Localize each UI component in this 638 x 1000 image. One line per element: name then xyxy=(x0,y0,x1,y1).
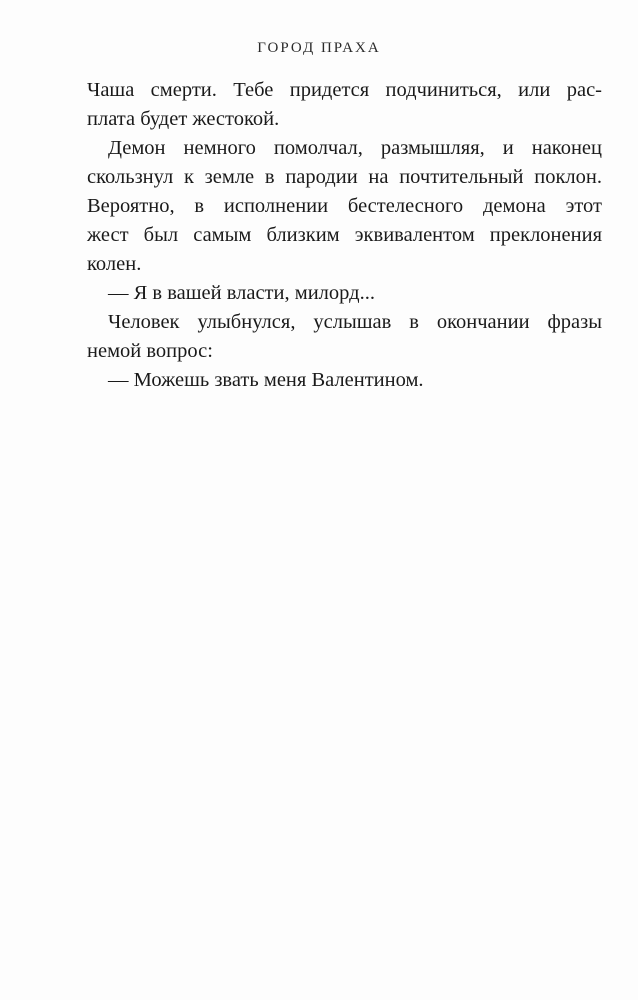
text-line: — Можешь звать меня Валентином. xyxy=(108,369,424,391)
text-line: — Я в вашей власти, милорд... xyxy=(108,282,375,304)
body-text xyxy=(87,76,602,395)
paragraph-5 xyxy=(87,366,602,395)
running-head: ГОРОД ПРАХА xyxy=(257,40,381,56)
text-line: колен. xyxy=(87,253,142,275)
text-line: немой вопрос: xyxy=(87,340,213,362)
paragraph-1 xyxy=(87,76,602,134)
paragraph-3 xyxy=(87,279,602,308)
text-line: Демон немного помолчал, размышляя, и наконец xyxy=(108,137,602,159)
paragraph-4 xyxy=(87,308,602,366)
text-line: Человек улыбнулся, услышав в окончании фразы xyxy=(108,311,602,333)
text-line: жест был самым близким эквивалентом преклонения xyxy=(87,224,602,246)
paragraph-2 xyxy=(87,134,602,279)
text-line: Вероятно, в исполнении бестелесного демона этот xyxy=(87,195,602,217)
text-line: плата будет жестокой. xyxy=(87,108,280,130)
text-line: скользнул к земле в пародии на почтительный поклон. xyxy=(87,166,602,188)
text-line: Чаша смерти. Тебе придется подчиниться, или рас- xyxy=(87,79,602,101)
